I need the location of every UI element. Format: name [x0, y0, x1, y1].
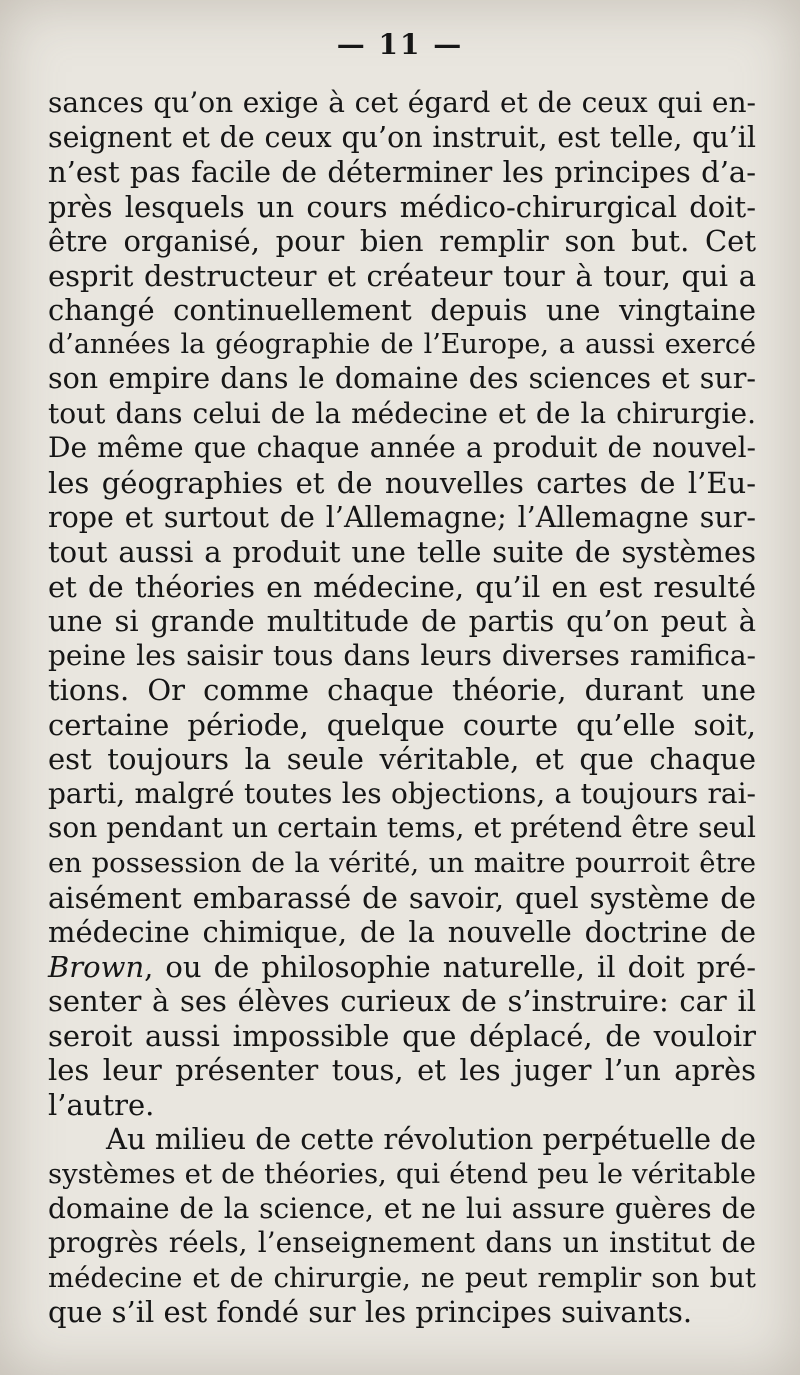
paragraph-2 [48, 1122, 756, 1329]
text-line: son empire dans le domaine des sciences et sur- [48, 362, 756, 396]
text-line: Au milieu de cette révolution perpétuelle de [106, 1122, 756, 1157]
text-line: les leur présenter tous, et les juger l’un après [48, 1053, 756, 1088]
text-line: rope et surtout de l’Allemagne; l’Allemagne sur- [48, 500, 756, 534]
text-line: systèmes et de théories, qui étend peu le véritable [48, 1157, 756, 1190]
body-text [48, 86, 756, 1330]
text-line [48, 950, 756, 985]
text-line: esprit destructeur et créateur tour à tour, qui a [48, 258, 756, 293]
text-line: près lesquels un cours médico-chirurgical doit- [48, 189, 756, 224]
text-line: progrès réels, l’enseignement dans un institut de [48, 1226, 756, 1260]
text-line: certaine période, quelque courte qu’elle soit, [48, 707, 756, 742]
text-line: est toujours la seule véritable, et que chaque [48, 742, 756, 777]
text-line: seroit aussi impossible que déplacé, de vouloir [48, 1018, 756, 1053]
text-line: parti, malgré toutes les objections, a toujours rai- [48, 776, 756, 810]
text-line: une si grande multitude de partis qu’on peut à [48, 604, 756, 639]
text-line: changé continuellement depuis une vingtaine [48, 293, 756, 328]
text-line: et de théories en médecine, qu’il en est resulté [48, 569, 756, 604]
text-line: les géographies et de nouvelles cartes de l’Eu- [48, 466, 756, 501]
line-continuation: , ou de philosophie naturelle, il doit pré- [144, 949, 756, 984]
text-line: d’années la géographie de l’Europe, a aussi exercé [48, 328, 756, 360]
text-line: que s’il est fondé sur les principes suivants. [48, 1295, 693, 1330]
text-line: tout dans celui de la médecine et de la chirurgie. [48, 396, 756, 430]
text-line: domaine de la science, et ne lui assure guères de [48, 1191, 756, 1225]
text-line: senter à ses élèves curieux de s’instruire: car il [48, 984, 756, 1019]
text-line: aisément embarassé de savoir, quel système de [48, 880, 756, 915]
text-line: son pendant un certain tems, et prétend être seul [48, 811, 756, 845]
paragraph-1 [48, 86, 756, 1122]
text-line: n’est pas facile de déterminer les principes d’a- [48, 155, 756, 190]
text-line: tions. Or comme chaque théorie, durant une [48, 673, 756, 708]
text-line: peine les saisir tous dans leurs diverses ramifica- [48, 638, 756, 672]
page-number: — 11 — [336, 28, 464, 61]
text-line: en possession de la vérité, un maitre pourroit être [48, 847, 756, 880]
text-line: médecine chimique, de la nouvelle doctrine de [48, 915, 756, 950]
text-line: tout aussi a produit une telle suite de systèmes [48, 535, 756, 570]
text-line: sances qu’on exige à cet égard et de ceux qui en- [48, 86, 756, 119]
text-line: être organisé, pour bien remplir son but. Cet [48, 224, 756, 259]
text-line: médecine et de chirurgie, ne peut remplir son but [48, 1261, 756, 1294]
text-line: l’autre. [48, 1087, 155, 1122]
author-name-italic: Brown [48, 949, 145, 984]
text-line: seignent et de ceux qu’on instruit, est telle, qu’il [48, 120, 756, 154]
text-line: De même que chaque année a produit de nouvel- [48, 431, 756, 465]
